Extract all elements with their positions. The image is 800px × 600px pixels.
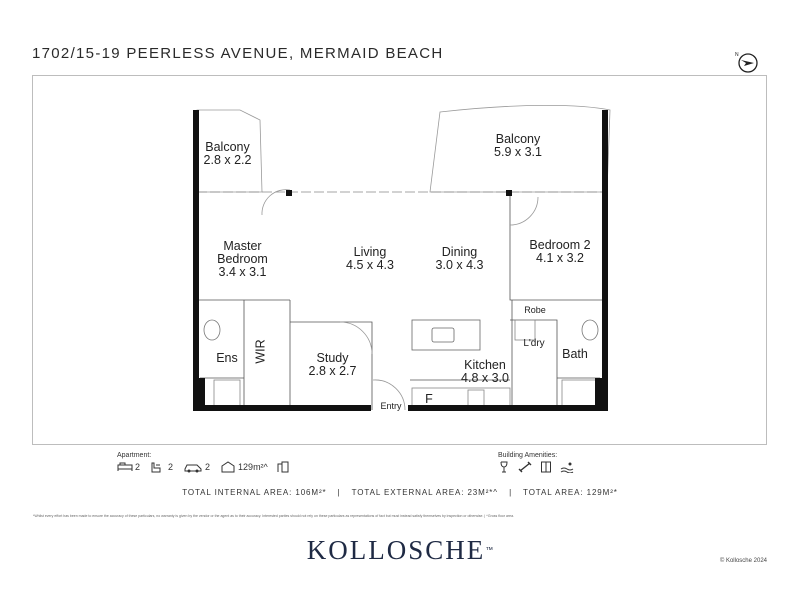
building-amenities	[498, 461, 576, 473]
total-internal-area: TOTAL INTERNAL AREA: 106M²*	[182, 488, 327, 497]
room-label-dining: Dining 3.0 x 4.3	[435, 245, 484, 272]
gym-icon	[518, 461, 532, 473]
pool-icon	[560, 461, 576, 473]
room-label-living: Living 4.5 x 4.3	[346, 245, 394, 272]
room-label-kitchen: Kitchen 4.8 x 3.0	[461, 358, 509, 385]
bathroom-count: 2	[168, 462, 174, 472]
car-icon	[183, 461, 203, 473]
apartment-heading: Apartment:	[117, 452, 152, 459]
area-separator: |	[509, 488, 513, 497]
trademark: ™	[485, 545, 494, 555]
wine-glass-icon	[498, 461, 510, 473]
room-label-wir: WIR	[253, 339, 268, 364]
room-label-entry: Entry	[380, 401, 402, 411]
fridge-label: F	[425, 392, 433, 406]
svg-text:N: N	[735, 52, 739, 58]
room-label-ensuite: Ens	[216, 351, 238, 365]
room-label-laundry: L'dry	[523, 338, 545, 349]
disclaimer-text: *Whilst every effort has been made to ensure the accuracy of these particulars, no warranty is given by the vendor or the agent as to their accuracy. Interested parties should not rely on these particulars as representations of fact but must instead satisfy themselves by inspection or otherwise. | ^Gross floor area.	[33, 514, 514, 518]
bath-icon	[150, 461, 166, 473]
room-label-bedroom-2: Bedroom 2 4.1 x 3.2	[529, 238, 591, 265]
apartment-area: 129m²^	[238, 462, 268, 472]
kollosche-logo: KOLLOSCHE™	[306, 535, 494, 565]
room-label-balcony-1: Balcony 2.8 x 2.2	[203, 140, 252, 167]
bed-icon	[117, 461, 133, 473]
room-label-study: Study 2.8 x 2.7	[308, 351, 357, 378]
building-amenities-heading: Building Amenities:	[498, 452, 558, 459]
total-area: TOTAL AREA: 129M²*	[523, 488, 618, 497]
area-summary	[0, 488, 800, 497]
page-title: 1702/15-19 PEERLESS AVENUE, MERMAID BEACH	[32, 45, 444, 62]
building-icon	[276, 461, 290, 473]
room-label-bath: Bath	[562, 347, 588, 361]
house-icon	[220, 461, 236, 473]
room-label-balcony-2: Balcony 5.9 x 3.1	[494, 132, 542, 159]
elevator-icon	[540, 461, 552, 473]
room-label-robe: Robe	[524, 305, 546, 315]
total-external-area: TOTAL EXTERNAL AREA: 23M²*^	[351, 488, 498, 497]
room-label-master-bedroom: Master Bedroom 3.4 x 3.1	[217, 239, 268, 279]
apartment-features	[117, 461, 290, 473]
bedroom-count: 2	[135, 462, 141, 472]
copyright-text: © Kollosche 2024	[719, 558, 767, 564]
area-separator: |	[337, 488, 341, 497]
car-count: 2	[205, 462, 211, 472]
